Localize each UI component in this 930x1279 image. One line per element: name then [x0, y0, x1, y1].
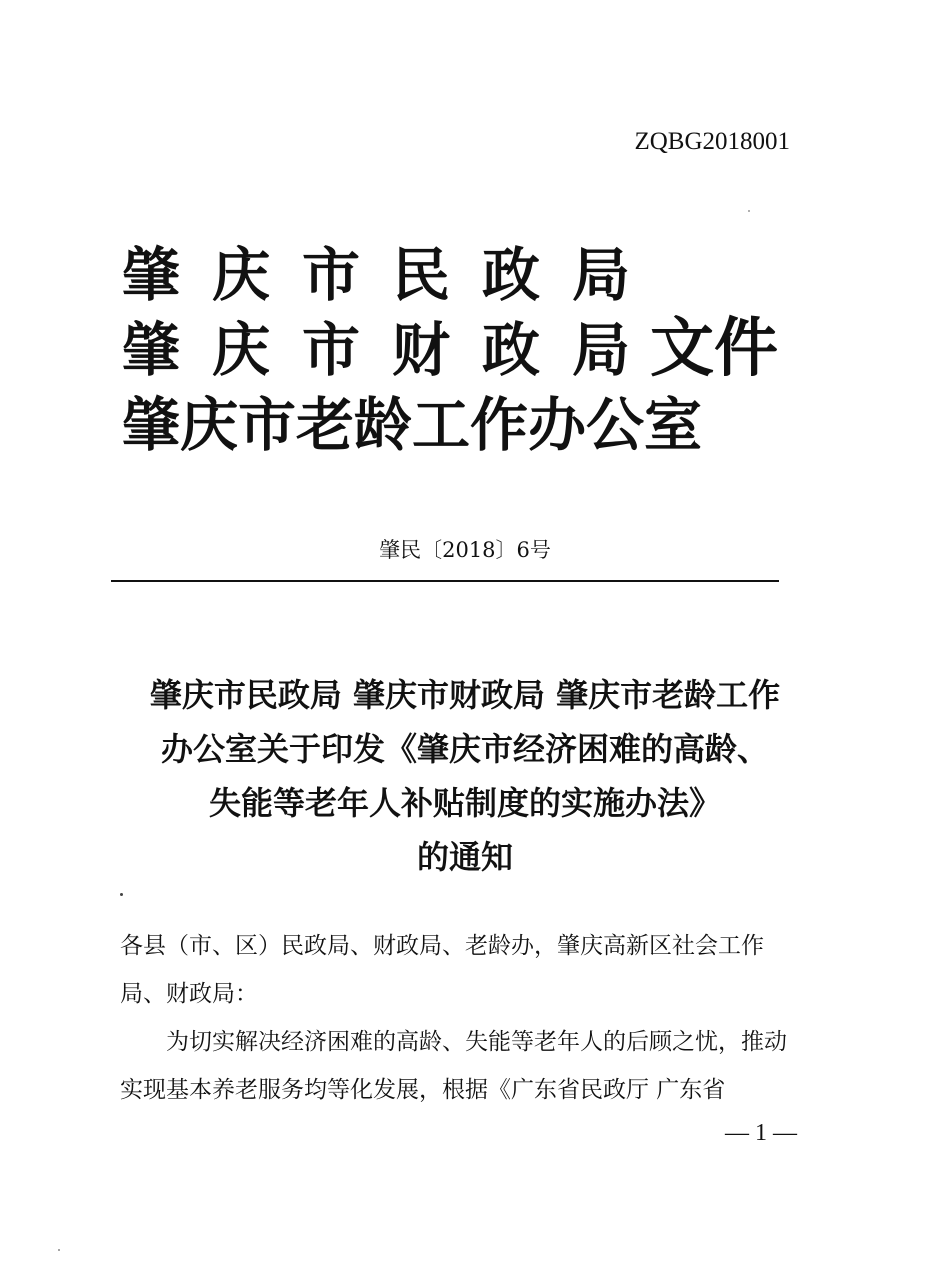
scan-speck [120, 893, 123, 896]
file-label: 文件 [650, 312, 778, 386]
notice-title-line-2: 办公室关于印发《肇庆市经济困难的高龄、 [160, 730, 769, 768]
body-paragraph-1: 为切实解决经济困难的高龄、失能等老年人的后顾之忧，推动实现基本养老服务均等化发展，根据《广东省民政厅 广东省 [120, 1029, 787, 1103]
notice-title-line-1: 肇庆市民政局 肇庆市财政局 肇庆市老龄工作 [149, 676, 781, 714]
notice-title-line-4: 的通知 [416, 838, 513, 876]
issuer-aging-office: 肇庆市老龄工作办公室 [122, 391, 703, 459]
issuer-finance: 肇庆市财政局 [122, 316, 663, 384]
addressee: 各县（市、区）民政局、财政局、老龄办，肇庆高新区社会工作局、财政局： [120, 933, 764, 1007]
scan-speck [748, 210, 750, 212]
page-number: — 1 — [725, 1120, 797, 1146]
document-code: ZQBG2018001 [634, 128, 790, 155]
notice-title-line-3: 失能等老年人补贴制度的实施办法》 [208, 784, 721, 822]
issuer-header [122, 240, 802, 460]
notice-body [120, 922, 800, 1114]
header-divider [111, 580, 779, 582]
document-number [0, 534, 930, 564]
scan-speck [58, 1249, 60, 1251]
notice-title [90, 668, 840, 884]
issuer-civil-affairs: 肇庆市民政局 [122, 241, 663, 309]
document-number-text: 肇民〔2018〕6号 [379, 538, 551, 562]
